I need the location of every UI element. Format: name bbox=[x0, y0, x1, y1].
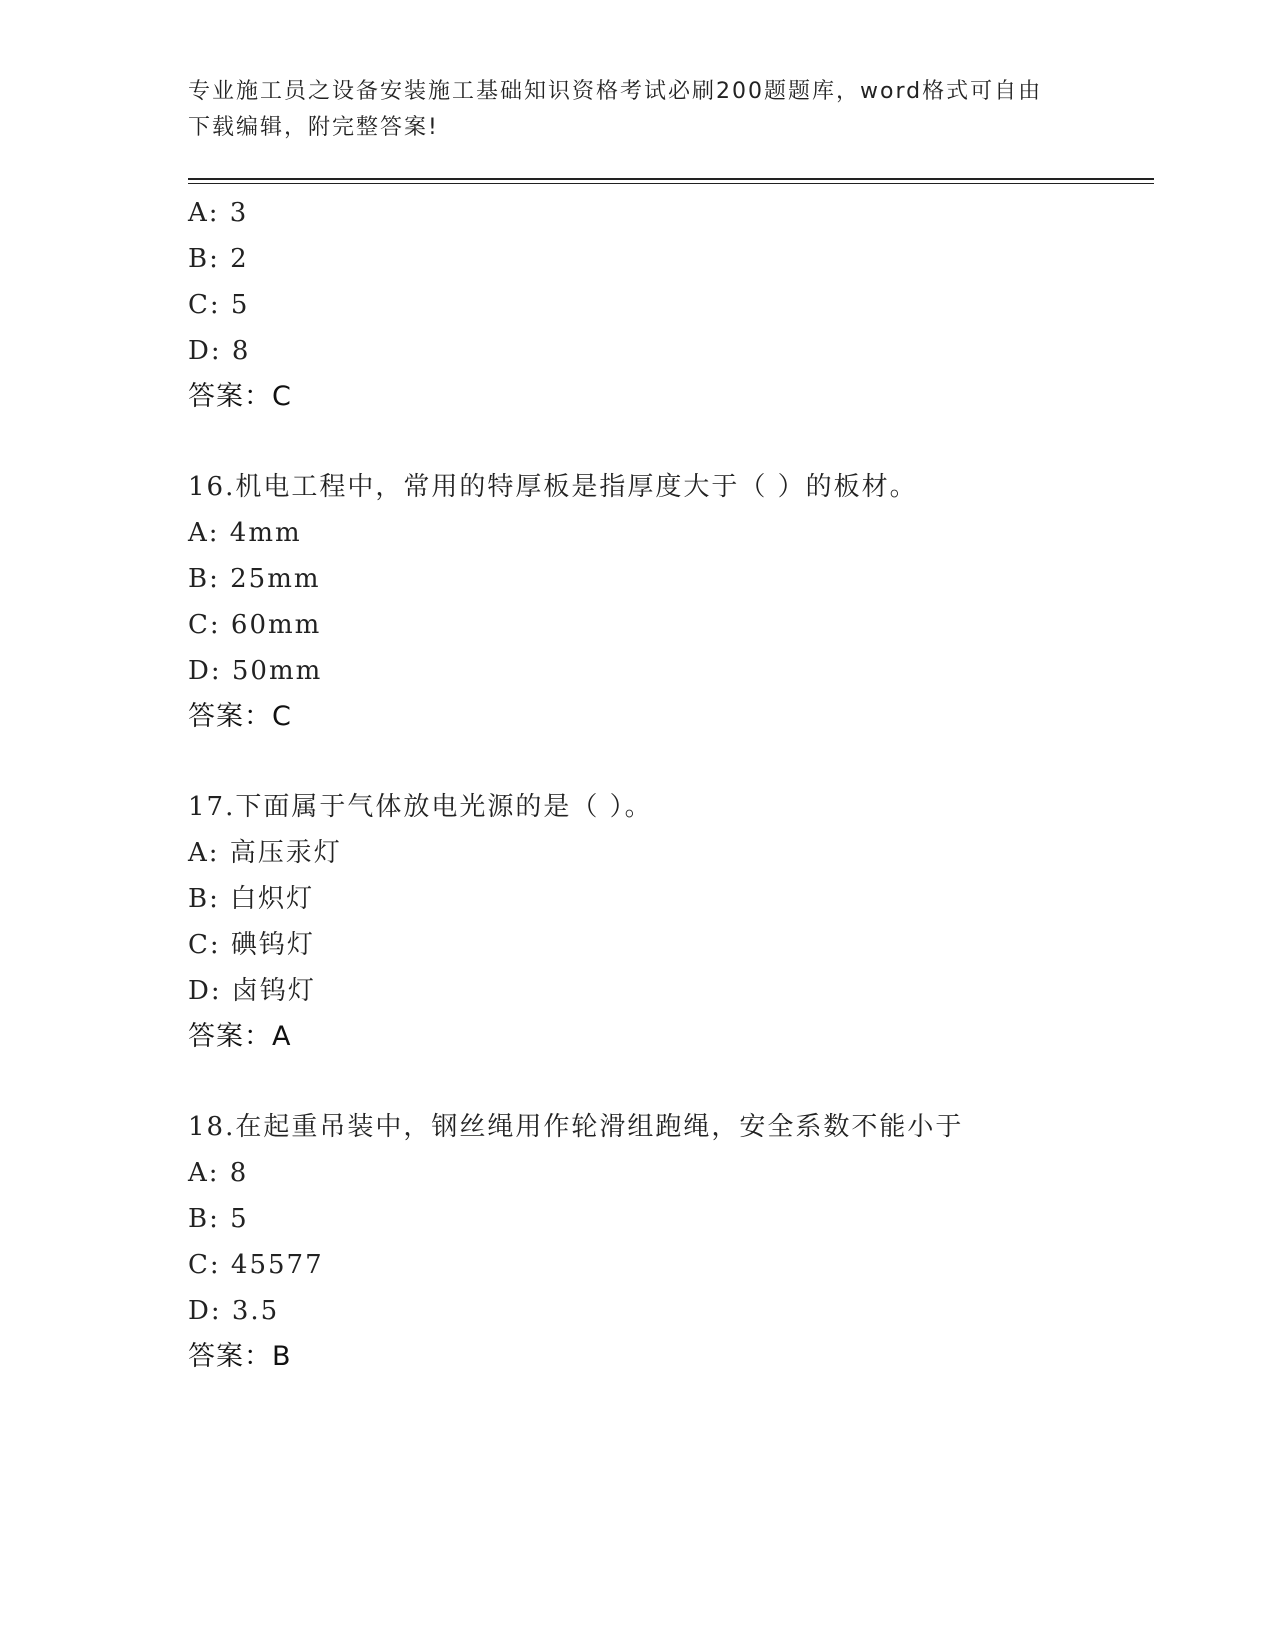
option-a: A: 8 bbox=[188, 1158, 249, 1188]
option-d: D: 8 bbox=[188, 336, 251, 366]
document-header bbox=[188, 74, 1088, 146]
question-block bbox=[188, 190, 1154, 420]
option-d: D: 3.5 bbox=[188, 1296, 280, 1326]
option-d: D: 卤钨灯 bbox=[188, 976, 316, 1006]
header-rule-thin bbox=[188, 183, 1154, 184]
question-list bbox=[188, 190, 1154, 1380]
answer-line: 答案：A bbox=[188, 1021, 292, 1052]
option-a: A: 高压汞灯 bbox=[188, 838, 342, 868]
option-c: C: 60mm bbox=[188, 610, 322, 640]
question-block bbox=[188, 1104, 1154, 1380]
question-text: 16.机电工程中，常用的特厚板是指厚度大于（ ）的板材。 bbox=[188, 472, 918, 502]
question-text: 18.在起重吊装中，钢丝绳用作轮滑组跑绳，安全系数不能小于 bbox=[188, 1112, 964, 1142]
option-c: C: 45577 bbox=[188, 1250, 324, 1280]
option-d: D: 50mm bbox=[188, 656, 323, 686]
option-c: C: 5 bbox=[188, 290, 250, 320]
question-block bbox=[188, 784, 1154, 1060]
option-b: B: 5 bbox=[188, 1204, 249, 1234]
option-a: A: 4mm bbox=[188, 518, 302, 548]
header-line-2: 下载编辑，附完整答案! bbox=[188, 115, 439, 140]
answer-line: 答案：B bbox=[188, 1341, 292, 1372]
question-block bbox=[188, 464, 1154, 740]
option-a: A: 3 bbox=[188, 198, 249, 228]
answer-line: 答案：C bbox=[188, 381, 292, 412]
header-line-1: 专业施工员之设备安装施工基础知识资格考试必刷200题题库，word格式可自由 bbox=[188, 79, 1043, 104]
answer-line: 答案：C bbox=[188, 701, 292, 732]
question-text: 17.下面属于气体放电光源的是（ ）。 bbox=[188, 792, 653, 822]
option-c: C: 碘钨灯 bbox=[188, 930, 315, 960]
header-rule-thick bbox=[188, 178, 1154, 180]
option-b: B: 2 bbox=[188, 244, 249, 274]
option-b: B: 白炽灯 bbox=[188, 884, 315, 914]
option-b: B: 25mm bbox=[188, 564, 321, 594]
